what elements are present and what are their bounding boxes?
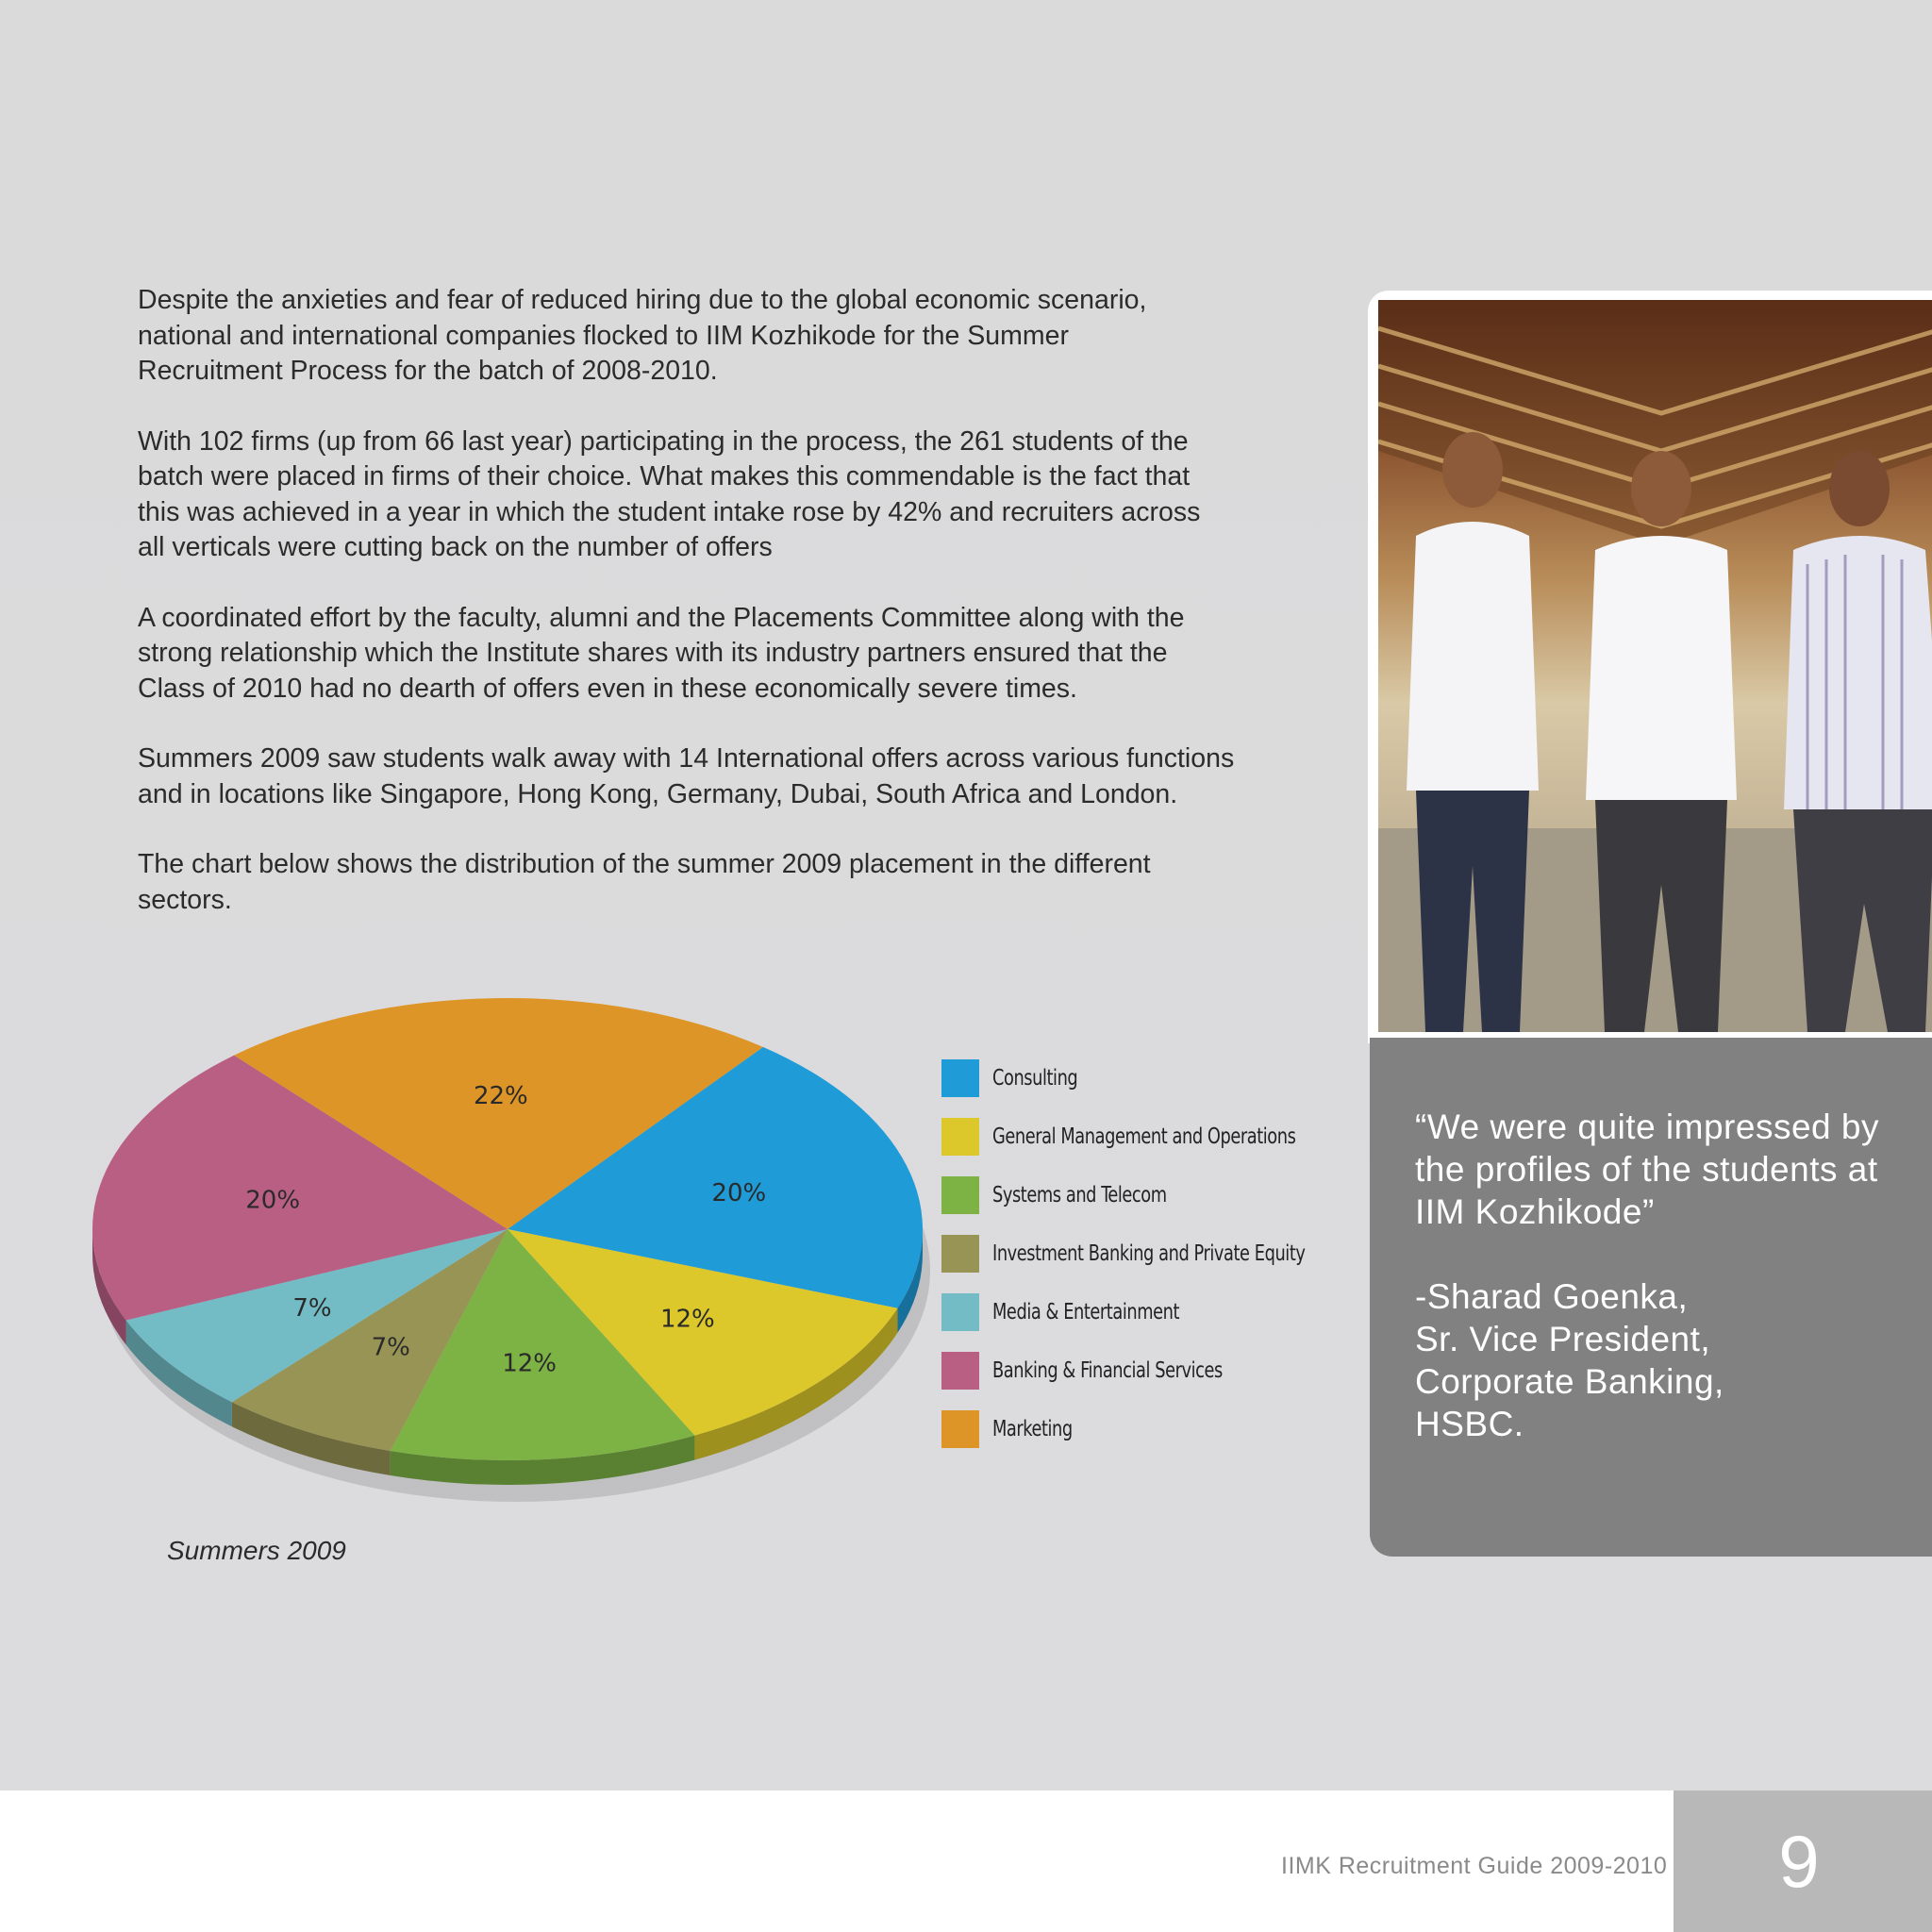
quote-attribution [1415, 1275, 1924, 1445]
pie-slice-label: 7% [292, 1294, 332, 1324]
legend-item [941, 1341, 1357, 1400]
pie-slice-label: 20% [711, 1178, 767, 1208]
legend-swatch [941, 1059, 979, 1097]
testimonial-quote [1415, 1106, 1924, 1488]
quote-line: IIM Kozhikode” [1415, 1192, 1655, 1231]
legend-swatch [941, 1176, 979, 1214]
legend-swatch [941, 1118, 979, 1156]
chart-caption: Summers 2009 [167, 1536, 346, 1565]
pie-chart [75, 972, 943, 1528]
pie-chart-svg [75, 972, 943, 1528]
quote-line: “We were quite impressed by [1415, 1108, 1879, 1146]
pie-slice-label: 7% [371, 1333, 410, 1362]
legend-item [941, 1400, 1357, 1458]
pie-slice-label: 12% [659, 1305, 715, 1334]
legend-swatch [941, 1410, 979, 1448]
legend-label: Marketing [992, 1417, 1073, 1441]
legend-item [941, 1283, 1357, 1341]
paragraph-international: Summers 2009 saw students walk away with 14 International offers across various functions and in locations like Singapore, Hong Kong, Germany, Dubai, South Africa and London. [138, 743, 1235, 809]
body-text [138, 283, 1298, 953]
legend-swatch [941, 1293, 979, 1331]
pie-slice-label: 20% [245, 1186, 301, 1215]
students-photo-illustration [1378, 300, 1932, 1032]
legend-label: Systems and Telecom [992, 1183, 1167, 1208]
legend-label: Banking & Financial Services [992, 1358, 1223, 1383]
quote-body [1415, 1106, 1924, 1233]
legend-item [941, 1224, 1357, 1283]
paragraph-firms: With 102 firms (up from 66 last year) participating in the process, the 261 students of the batch were placed in firms of their choice. What makes this commendable is the fact that this was achieved in a year in which the student intake rose by 42% and recruiters across all verticals were cutting back on the number of offers [138, 425, 1201, 562]
legend-label: Consulting [992, 1066, 1078, 1091]
legend-label: Media & Entertainment [992, 1300, 1180, 1324]
attribution-line: -Sharad Goenka, [1415, 1277, 1689, 1316]
attribution-line: Sr. Vice President, [1415, 1320, 1711, 1358]
legend-swatch [941, 1352, 979, 1390]
legend-label: Investment Banking and Private Equity [992, 1241, 1306, 1266]
paragraph-intro: Despite the anxieties and fear of reduced hiring due to the global economic scenario, national and international companies flocked to IIM Kozhikode for the Summer Recruitment Process for the batch of 2008-2010. [138, 285, 1147, 386]
paragraph-chart-intro: The chart below shows the distribution of the summer 2009 placement in the different sectors. [138, 849, 1151, 915]
quote-line: the profiles of the students at [1415, 1150, 1878, 1189]
legend-item [941, 1166, 1357, 1224]
legend-item [941, 1108, 1357, 1166]
footer-title: IIMK Recruitment Guide 2009-2010 [1281, 1853, 1668, 1879]
chart-legend [941, 1049, 1357, 1458]
students-photo [1378, 300, 1932, 1032]
pie-slice-label: 12% [502, 1349, 558, 1378]
page-number: 9 [1778, 1819, 1820, 1903]
attribution-line: HSBC. [1415, 1405, 1524, 1443]
legend-label: General Management and Operations [992, 1124, 1296, 1149]
legend-item [941, 1049, 1357, 1108]
attribution-line: Corporate Banking, [1415, 1362, 1724, 1401]
paragraph-effort: A coordinated effort by the faculty, alumni and the Placements Committee along with the strong relationship which the Institute shares with its industry partners ensured that the Class of 2010 had no dearth of offers even in these economically severe times. [138, 602, 1185, 704]
pie-slice-label: 22% [473, 1081, 528, 1110]
legend-swatch [941, 1235, 979, 1273]
